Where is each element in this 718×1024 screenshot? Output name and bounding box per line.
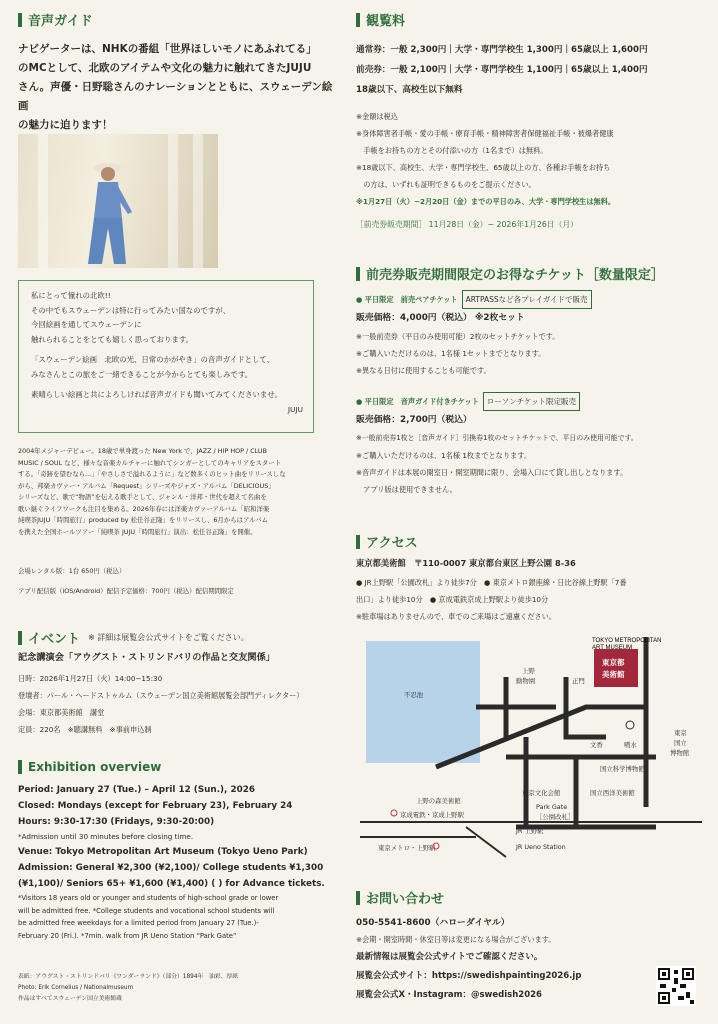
svg-text:ART MUSEUM: ART MUSEUM <box>592 645 633 651</box>
station-icon <box>391 810 397 816</box>
svg-text:京成電鉄・京成上野駅: 京成電鉄・京成上野駅 <box>400 811 464 819</box>
fees-notes: ※金額は税込 ※身体障害者手帳・愛の手帳・療育手帳・精神障害者保健福祉手帳・被爆者健康 手帳をお持ちの方とその付添いの方（1名まで）は無料。 ※18歳以下、高校生、大学・専門学校生、65歳以上の方、各種お手帳をお持ち の方は、いずれも証明できるものをご提示ください。 ※1月27日（火）−2月20日（金）までの平日のみ、大学・専門学校生は無料。 <box>356 112 616 206</box>
svg-text:東京都: 東京都 <box>602 658 625 667</box>
pair-ticket-badge: ARTPASSなど各プレイガイドで販売 <box>462 290 592 309</box>
bio-line: 2004年メジャーデビュー。18歳で単身渡った New York で、JAZZ / HIP HOP / CLUB <box>18 447 267 455</box>
svg-text:東京メトロ・上野駅: 東京メトロ・上野駅 <box>378 844 436 852</box>
event-title: 記念講演会「アウグスト・ストリンドバリの作品と交友関係」 <box>18 652 275 663</box>
svg-text:美術館: 美術館 <box>602 670 625 679</box>
audio-guide-heading: 音声ガイド <box>18 10 93 29</box>
access-heading: アクセス <box>356 532 418 551</box>
svg-text:不忍池: 不忍池 <box>404 691 424 699</box>
quote-line: 素晴らしい絵画と共によろしければ音声ガイドも聞いてみてくださいませ。 <box>31 390 282 399</box>
qr-code[interactable] <box>656 966 696 1006</box>
svg-text:東京: 東京 <box>674 729 687 737</box>
svg-text:文香: 文香 <box>590 741 603 749</box>
audio-intro <box>18 40 338 135</box>
quote-line: 「スウェーデン絵画 北欧の光、日常のかがやき」の音声ガイドとして、 <box>31 355 275 364</box>
svg-text:正門: 正門 <box>572 677 585 685</box>
bio-line: シリーズなど、歌で“物語”を伝える歌手として、ジャンル・洋邦・世代を超えて名曲を <box>18 493 267 501</box>
svg-text:噴水: 噴水 <box>624 741 637 749</box>
svg-text:上野: 上野 <box>522 667 535 675</box>
advance-period: ［前売券販売期間］ 11月28日（金）− 2026年1月26日（月） <box>356 220 578 229</box>
bio-line: する。「奇跡を望むなら...」「やさしさで溢れるように」など数多くのヒット曲をリリースしな <box>18 470 286 478</box>
fees-prices: 通常券：一般 2,300円｜大学・専門学校生 1,300円｜65歳以上 1,600円 前売券：一般 2,100円｜大学・専門学校生 1,100円｜65歳以上 1,400円 18歳以下、高校生以下無料 <box>356 45 648 95</box>
bio-line: がら、邦楽カヴァー・アルバム「Request」シリーズやジャズ・アルバム「DELICIOUS」 <box>18 481 275 490</box>
audio-ticket: ● 平日限定 音声ガイド付きチケット ローソンチケット限定販売 販売価格：2,700円（税込） ※一般前売券1枚と［音声ガイド］引換券1枚のセットチケットで、平日のみ使用可能です。 ※ご購入いただけるのは、1名様 1枚までとなります。 ※音声ガイドは本展の開室日・開室期間に限り、会場入口にて貸し出しとなります。 アプリ版は使用できません。 <box>356 392 706 498</box>
singer-figure <box>76 156 136 268</box>
bio-line: を携えた全国ホールツアー「純喫茶 JUJU「時間旅行」演出：松任谷正隆」を開催。 <box>18 527 257 536</box>
intro-line: のMCとして、北欧のアイテムや文化の魅力に触れてきたJUJU <box>18 62 312 74</box>
heading-bar <box>18 13 22 27</box>
intro-line: さん。声優・日野聡さんのナレーションとともに、スウェーデン絵画 <box>18 81 333 112</box>
contact-body: 050-5541-8600（ハローダイヤル） ※会期・開室時間・休室日等は変更になる場合がございます。 最新情報は展覧会公式サイトでご確認ください。 展覧会公式サイト：https://swedishpainting2026.jp 展覧会公式X・Instagram：@swedish2026 <box>356 914 702 1005</box>
svg-text:Park Gate: Park Gate <box>536 803 568 811</box>
shinobazu-pond <box>366 641 480 763</box>
tickets-heading: 前売券販売期間限定のお得なチケット［数量限定］ <box>356 264 664 283</box>
svg-text:［公園改札］: ［公園改札］ <box>536 813 575 821</box>
museum-building <box>594 649 638 687</box>
quote-line: 私にとって憧れの北欧!! <box>31 291 111 300</box>
audio-ticket-badge: ローソンチケット限定販売 <box>483 392 580 411</box>
fountain-icon <box>626 721 634 729</box>
svg-text:国立科学博物館: 国立科学博物館 <box>600 765 645 773</box>
juju-quote-box <box>18 280 314 433</box>
fees-heading: 観覧料 <box>356 10 405 29</box>
quote-line: みなさんとこの旅をご一緒できることが今からとても楽しみです。 <box>31 369 253 379</box>
venue-address: 東京都美術館 〒110-0007 東京都台東区上野公園 8-36 <box>356 558 576 568</box>
quote-signature: JUJU <box>287 404 303 414</box>
svg-text:東京文化会館: 東京文化会館 <box>522 789 561 797</box>
svg-text:JR 上野駅: JR 上野駅 <box>516 827 544 835</box>
contact-phone[interactable]: 050-5541-8600（ハローダイヤル） <box>356 918 510 928</box>
official-site-link[interactable]: 展覧会公式サイト：https://swedishpainting2026.jp <box>356 971 582 981</box>
svg-text:博物館: 博物館 <box>670 749 690 757</box>
bio-line: 歌い継ぐライフワークも注目を集める。2026年春には洋楽カヴァーアルバム「昭和洋楽 <box>18 504 270 513</box>
credits: 表紙：アウグスト・ストリンドバリ《ワンダーランド》（部分）1894年 油彩、厚紙 Photo: Erik Cornelius / Nationalmuseum 作品はすべてスウェーデン国立美術館蔵 <box>18 974 239 1002</box>
sns-link[interactable]: 展覧会公式X・Instagram：@swedish2026 <box>356 990 542 1000</box>
juju-bio <box>18 446 336 538</box>
event-heading: イベント ※ 詳細は展覧会公式サイトをご覧ください。 <box>18 628 249 647</box>
svg-text:JR Ueno Station: JR Ueno Station <box>516 843 566 851</box>
svg-text:動物園: 動物園 <box>516 677 536 685</box>
pair-ticket: ● 平日限定 前売ペアチケット ARTPASSなど各プレイガイドで販売 販売価格：4,000円（税込） ※2枚セット ※一般前売券（平日のみ使用可能）2枚のセットチケットです。 ※ご購入いただけるのは、1名様 1セットまでとなります。 ※異なる日付に使用することも可能です。 <box>356 290 702 379</box>
contact-heading: お問い合わせ <box>356 888 444 907</box>
quote-line: その中でもスウェーデンは特に行ってみたい国なのですが、 <box>31 305 231 315</box>
access-directions: ● JR上野駅「公園改札」より徒歩7分 ● 東京メトロ銀座線・日比谷線上野駅「7番 出口」より徒歩10分 ● 京成電鉄京成上野駅より徒歩10分 ※駐車場はありませんので、車でのご来場はご遠慮ください。 <box>356 578 627 621</box>
svg-text:国立: 国立 <box>674 739 687 747</box>
event-details: 日時：2026年1月27日（火）14:00−15:30 登壇者：パール・ヘードストゥルム（スウェーデン国立美術館展覧会部門ディレクター） 会場：東京都美術館 講堂 定員：220名 ※聴講無料 ※事前申込制 <box>18 674 304 734</box>
juju-photo <box>18 134 218 268</box>
bio-line: MUSIC / SOUL など、様々な音楽カルチャーに触れてシンガーとしてのキャリアをスタート <box>18 458 282 467</box>
intro-line: ナビゲーターは、NHKの番組「世界ほしいモノにあふれてる」 <box>18 43 317 55</box>
app-price: アプリ配信版（iOS/Android）配信予定価格：700円（税込）配信期間限定 <box>18 587 234 595</box>
overview-body: Period: January 27 (Tue.) – April 12 (Sun.), 2026 Closed: Mondays (except for February 23), February 24 Hours: 9:30-17:30 (Fridays, 9:30-20:00) *Admission until 30 minutes before closing time. Venue: Tokyo Metropolitan Art Museum (Tokyo Ueno Park) Admission: General ¥2,300 (¥2,100)/ College students ¥1,300 (¥1,100)/ Seniors 65+ ¥1,600 (¥1,400) ( ) for Advance tickets. *Visitors 18 years old or younger and students of high-school grade or lower will be admitted free. *College students and vocational school students will be admitted free weekdays for a limited period from January 27 (Tue.)- February 20 (Fri.). *7min. walk from JR Ueno Station “Park Gate” <box>18 785 325 940</box>
svg-text:国立西洋美術館: 国立西洋美術館 <box>590 789 635 797</box>
bio-line: 純喫茶JUJU「時間旅行」produced by 松任谷正隆」をリリースし、6月からはアルバム <box>18 516 268 524</box>
rental-price: 会場レンタル版：1台 650円（税込） <box>18 567 126 575</box>
overview-heading: Exhibition overview <box>18 760 161 774</box>
quote-line: 今回絵画を通してスウェーデンに <box>31 320 142 329</box>
intro-line: の魅力に迫ります！ <box>18 119 113 131</box>
access-map <box>356 637 702 863</box>
quote-line: 触れられることをとても嬉しく思っております。 <box>31 334 194 344</box>
svg-text:TOKYO METROPOLITAN: TOKYO METROPOLITAN <box>592 638 662 644</box>
svg-text:上野の森美術館: 上野の森美術館 <box>416 797 461 805</box>
